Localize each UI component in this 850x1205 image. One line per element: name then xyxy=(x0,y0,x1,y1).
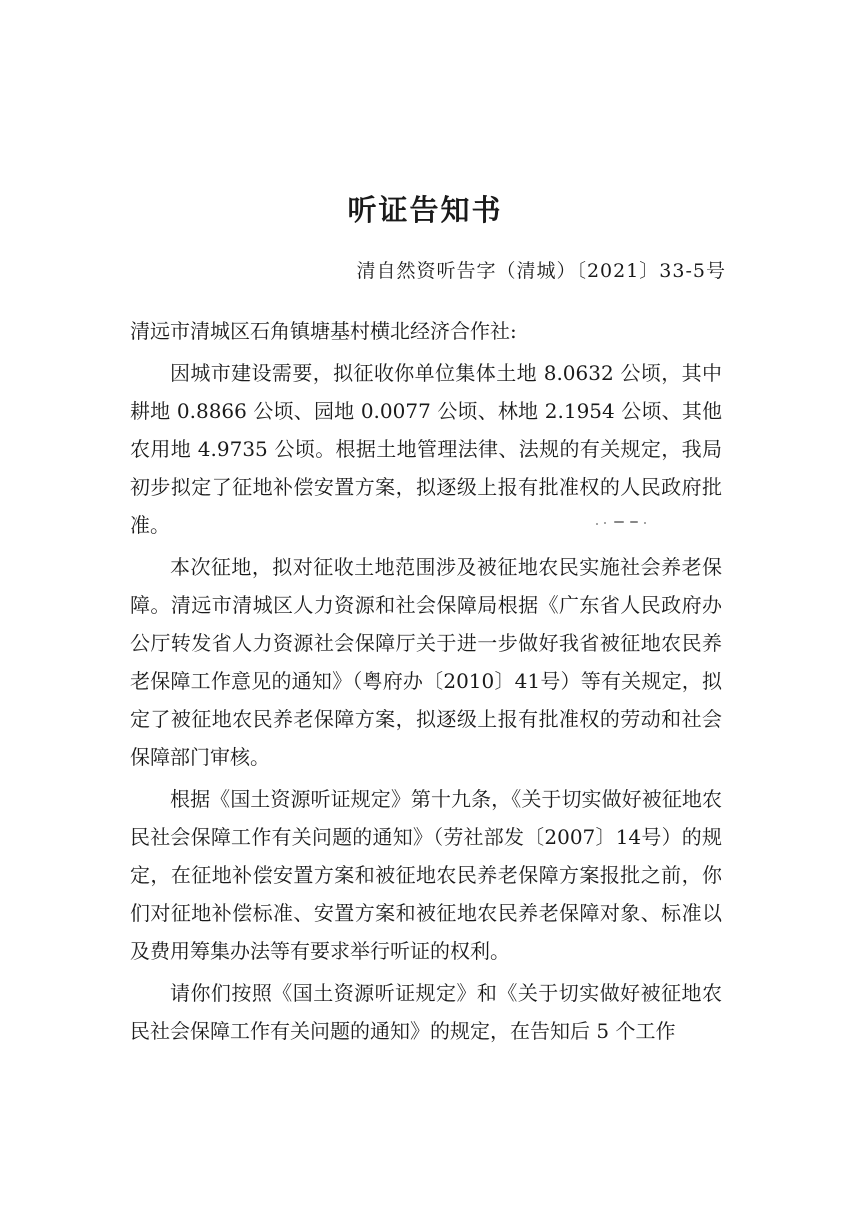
document-body xyxy=(130,312,722,1050)
paragraph-1: 因城市建设需要，拟征收你单位集体土地 8.0632 公顷，其中耕地 0.8866 公顷、园地 0.0077 公顷、林地 2.1954 公顷、其他农用地 4.9735 公顷。根据土地管理法律、法规的有关规定，我局初步拟定了征地补偿安置方案，拟逐级上报有批准权的人民政府批准。 xyxy=(130,361,722,537)
salutation: 清远市清城区石角镇塘基村横北经济合作社: xyxy=(130,319,517,343)
paragraph-2: 本次征地，拟对征收土地范围涉及被征地农民实施社会养老保障。清远市清城区人力资源和社会保障局根据《广东省人民政府办公厅转发省人力资源社会保障厅关于进一步做好我省被征地农民养老保障工作意见的通知》（粤府办〔2010〕41号）等有关规定，拟定了被征地农民养老保障方案，拟逐级上报有批准权的劳动和社会保障部门审核。 xyxy=(130,555,722,769)
paragraph-4: 请你们按照《国土资源听证规定》和《关于切实做好被征地农民社会保障工作有关问题的通知》的规定，在告知后 5 个工作 xyxy=(130,981,722,1043)
scan-artifact xyxy=(596,520,652,526)
document-title: 听证告知书 xyxy=(347,193,503,227)
document-number: 清自然资听告字（清城）〔2021〕33-5号 xyxy=(356,260,726,282)
paragraph-3: 根据《国土资源听证规定》第十九条，《关于切实做好被征地农民社会保障工作有关问题的通知》（劳社部发〔2007〕14号）的规定，在征地补偿安置方案和被征地农民养老保障方案报批之前，你们对征地补偿标准、安置方案和被征地农民养老保障对象、标准以及费用筹集办法等有要求举行听证的权利。 xyxy=(130,787,722,963)
